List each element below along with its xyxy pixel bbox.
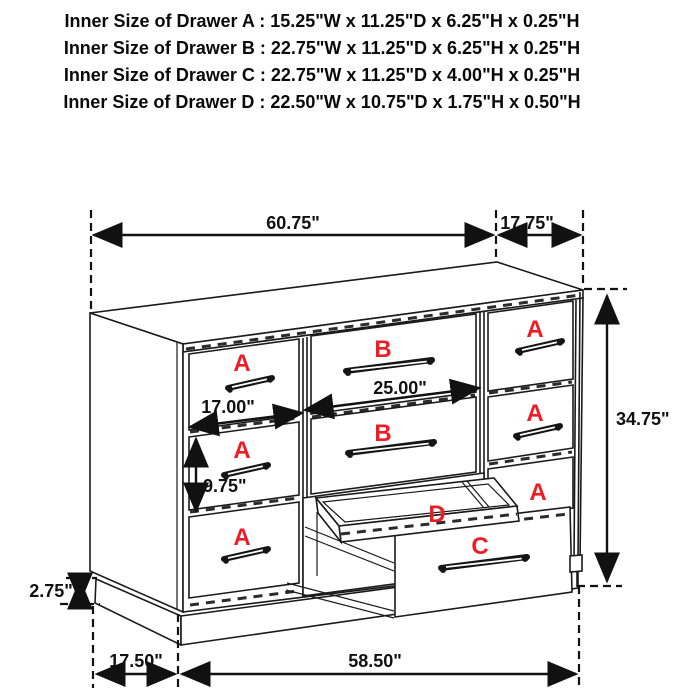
cabinet bbox=[90, 262, 583, 645]
base-width-value: 58.50" bbox=[348, 651, 402, 671]
label-drawer-a: A bbox=[526, 316, 544, 343]
label-drawer-b: B bbox=[374, 420, 392, 447]
base-depth-value: 17.50" bbox=[109, 651, 163, 671]
label-drawer-c: C bbox=[471, 533, 489, 560]
overall-width-value: 60.75" bbox=[266, 213, 320, 233]
drawer-a-width-value: 17.00" bbox=[201, 397, 255, 417]
base-height-value: 2.75" bbox=[29, 581, 73, 601]
cabinet-left-panel bbox=[90, 313, 183, 612]
inner-size-line-a: Inner Size of Drawer A : 15.25"W x 11.25"D x 6.25"H x 0.25"H bbox=[64, 11, 580, 31]
label-drawer-a: A bbox=[233, 437, 251, 464]
label-drawer-a: A bbox=[233, 524, 251, 551]
cabinet-foot-bracket bbox=[570, 555, 582, 572]
label-drawer-b: B bbox=[374, 336, 392, 363]
label-drawer-a: A bbox=[529, 479, 547, 506]
label-drawer-a: A bbox=[526, 400, 544, 427]
inner-size-line-c: Inner Size of Drawer C : 22.75"W x 11.25"D x 4.00"H x 0.25"H bbox=[63, 65, 581, 85]
label-drawer-d: D bbox=[428, 501, 446, 528]
overall-height-value: 34.75" bbox=[616, 409, 670, 429]
overall-depth-value: 17.75" bbox=[500, 213, 554, 233]
drawer-a-height-value: 9.75" bbox=[203, 476, 247, 496]
drawer-a-middle-left bbox=[189, 422, 299, 510]
drawer-b-width-value: 25.00" bbox=[373, 378, 427, 398]
inner-size-line-b: Inner Size of Drawer B : 22.75"W x 11.25"D x 6.25"H x 0.25"H bbox=[63, 38, 581, 58]
label-drawer-a: A bbox=[233, 350, 251, 377]
inner-size-line-d: Inner Size of Drawer D : 22.50"W x 10.75"D x 1.75"H x 0.50"H bbox=[63, 92, 581, 112]
